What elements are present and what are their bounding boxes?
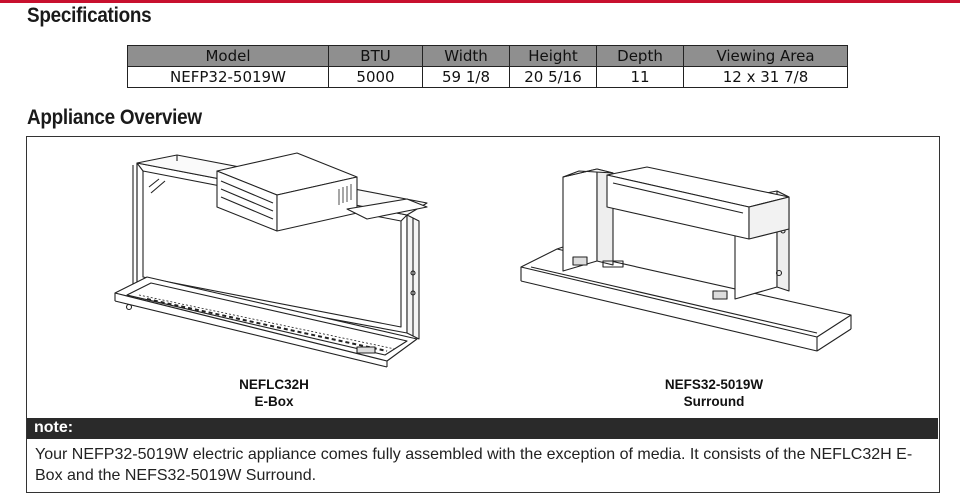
- header-model: Model: [128, 46, 329, 67]
- cell-btu: 5000: [329, 67, 423, 88]
- surround-model-name: NEFS32-5019W: [664, 377, 764, 392]
- header-depth: Depth: [597, 46, 684, 67]
- header-height: Height: [510, 46, 597, 67]
- top-accent-rule: [0, 0, 960, 3]
- note-label: note:: [34, 419, 74, 436]
- specifications-table: [127, 45, 848, 88]
- cell-width: 59 1/8: [423, 67, 510, 88]
- cell-model: NEFP32-5019W: [128, 67, 329, 88]
- cell-viewing-area: 12 x 31 7/8: [684, 67, 848, 88]
- header-width: Width: [423, 46, 510, 67]
- specifications-heading: Specifications: [27, 4, 152, 27]
- header-viewing-area: Viewing Area: [684, 46, 848, 67]
- appliance-overview-box: [26, 136, 940, 493]
- table-row: [128, 67, 848, 88]
- e-box-model-name: NEFLC32H: [239, 377, 309, 392]
- surround-subtitle: Surround: [683, 394, 745, 409]
- cell-height: 20 5/16: [510, 67, 597, 88]
- table-header-row: [128, 46, 848, 67]
- e-box-subtitle: E-Box: [254, 394, 294, 409]
- header-btu: BTU: [329, 46, 423, 67]
- note-text: Your NEFP32-5019W electric appliance comes fully assembled with the exception of media. It consists of the NEFLC32H E-Box and the NEFS32-5019W Surround.: [35, 446, 913, 484]
- e-box-drawing: [107, 143, 447, 368]
- appliance-overview-heading: Appliance Overview: [27, 106, 202, 129]
- cell-depth: 11: [597, 67, 684, 88]
- note-bar: [27, 418, 938, 439]
- surround-drawing: [517, 161, 857, 361]
